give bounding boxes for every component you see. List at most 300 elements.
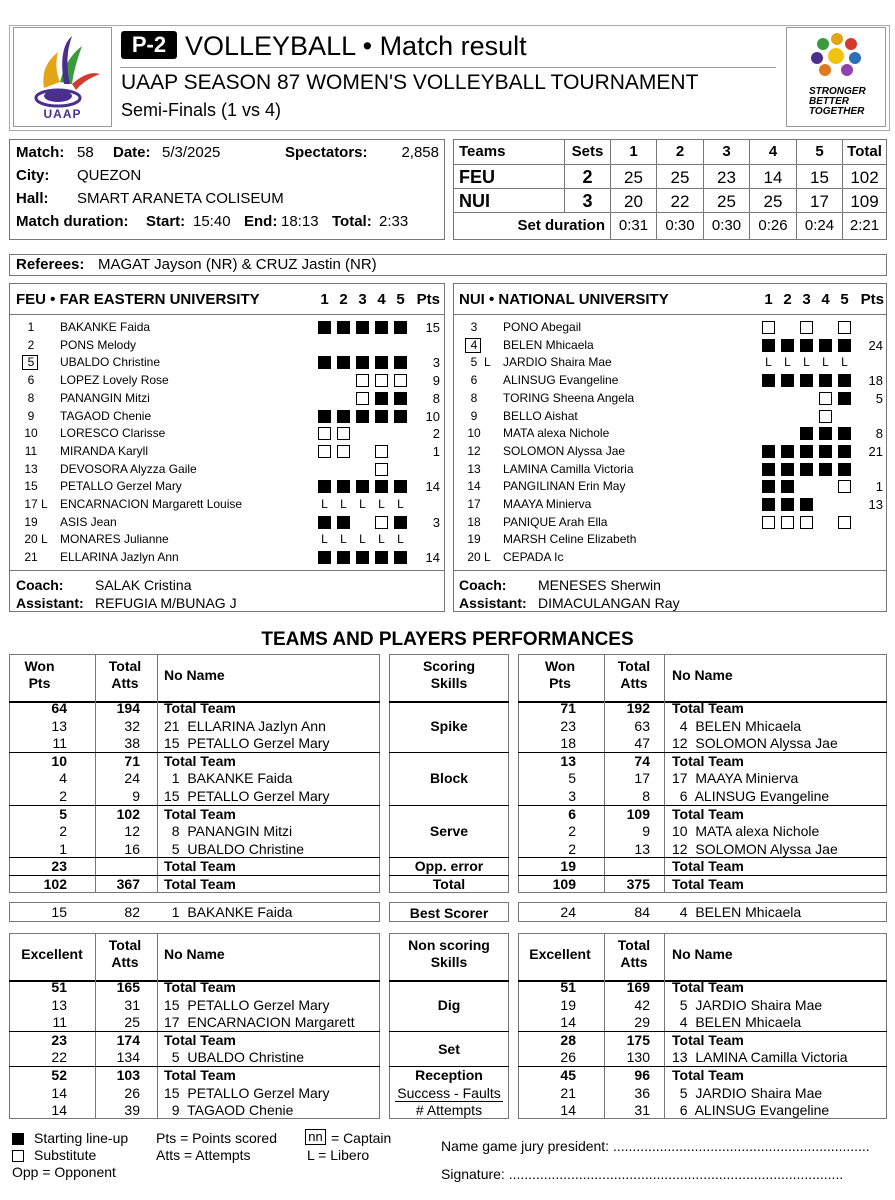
won-value: 14 (51, 1102, 67, 1119)
starting-lineup-marker (838, 339, 851, 352)
starting-lineup-marker (781, 498, 794, 511)
player-name: UBALDO Christine (60, 355, 161, 370)
won-value: 52 (51, 1067, 67, 1083)
score-cell: 15 (810, 168, 829, 187)
legend-points: Pts = Points scored (156, 1130, 278, 1146)
feu-team-title: FEU • FAR EASTERN UNIVERSITY (16, 291, 260, 308)
total-value: 169 (626, 979, 650, 995)
libero-marker: L (321, 497, 328, 511)
total-value: 29 (634, 1014, 650, 1031)
player-name: PONS Melody (60, 337, 137, 352)
player-number: 6 (27, 373, 35, 388)
player-entry: 4 BELEN Mhicaela (672, 904, 802, 920)
starting-lineup-marker (762, 463, 775, 476)
uaap-logo (13, 27, 112, 127)
won-value: 28 (560, 1031, 576, 1048)
player-number: 11 (24, 443, 38, 458)
end-label: End: (244, 213, 278, 230)
player-name: JARDIO Shaira Mae (503, 355, 612, 370)
player-number: 8 (470, 390, 478, 405)
set-column-header: 2 (339, 291, 348, 308)
team-total-label: Total Team (164, 752, 236, 769)
libero-marker: L (784, 355, 791, 370)
player-points: 9 (432, 373, 440, 389)
column-header: Total (108, 937, 142, 953)
starting-lineup-marker (781, 445, 794, 458)
column-header: Won (544, 658, 576, 674)
player-name: MIRANDA Karyll (60, 443, 149, 458)
won-value: 11 (52, 735, 67, 752)
column-header: Excellent (529, 946, 591, 962)
won-value: 109 (552, 876, 576, 892)
libero-flag: L (484, 355, 491, 370)
player-name: PANIQUE Arah Ella (503, 514, 608, 529)
uaap-logo-text: UAAP (43, 107, 82, 121)
won-value: 14 (560, 1014, 576, 1031)
points-column-header: Pts (860, 291, 884, 308)
won-value: 23 (51, 1031, 67, 1048)
starting-lineup-marker (318, 516, 331, 529)
player-name: MATA alexa Nichole (503, 426, 610, 441)
won-value: 45 (560, 1067, 576, 1083)
starting-lineup-marker (318, 551, 331, 564)
won-value: 24 (560, 904, 576, 920)
score-header: Sets (571, 143, 604, 160)
player-number: 2 (27, 337, 35, 352)
column-header: No Name (164, 946, 225, 962)
column-header: Won (24, 658, 55, 674)
won-value: 1 (59, 840, 67, 857)
player-name: BELEN Mhicaela (503, 337, 594, 352)
won-value: 5 (59, 805, 67, 822)
player-points: 10 (425, 408, 440, 424)
set-column-header: 4 (377, 291, 386, 308)
score-cell: 109 (850, 192, 879, 211)
player-name: SOLOMON Alyssa Jae (503, 443, 626, 458)
substitute-marker (819, 392, 832, 405)
starting-lineup-marker (800, 339, 813, 352)
starting-lineup-marker (375, 551, 388, 564)
won-value: 71 (560, 700, 576, 716)
player-entry: 1 BAKANKE Faida (164, 770, 293, 787)
start-time: 15:40 (193, 213, 231, 230)
legend-captain: = Captain (331, 1130, 392, 1146)
total-value: 24 (124, 770, 140, 787)
libero-marker: L (359, 497, 366, 511)
score-cell: 20 (624, 192, 643, 211)
player-number: 18 (467, 514, 481, 529)
set-column-header: 5 (840, 291, 849, 308)
won-value: 102 (43, 876, 67, 892)
player-number: 10 (467, 426, 481, 441)
won-value: 22 (51, 1049, 67, 1066)
player-entry: 17 ENCARNACION Margarett (164, 1014, 355, 1031)
total-value: 71 (124, 752, 140, 769)
starting-lineup-marker (781, 480, 794, 493)
nui-coach: MENESES Sherwin (538, 577, 661, 593)
total-value: 82 (124, 904, 140, 920)
set-duration: 2:21 (849, 217, 880, 234)
skill-header: Skills (430, 675, 468, 691)
player-number: 10 (24, 426, 38, 441)
stronger-logo (786, 27, 886, 127)
starting-lineup-marker (375, 410, 388, 423)
player-name: TORING Sheena Angela (503, 390, 635, 405)
won-value: 2 (568, 840, 576, 857)
spectators-label: Spectators: (285, 144, 368, 161)
starting-lineup-marker (394, 356, 407, 369)
player-entry: 15 PETALLO Gerzel Mary (164, 1084, 330, 1101)
total-value: 42 (634, 996, 650, 1013)
set-duration: 0:26 (758, 217, 788, 234)
feu-coach: SALAK Cristina (95, 577, 192, 593)
skill-header: Scoring (422, 658, 476, 674)
player-points: 13 (868, 497, 883, 512)
player-name: BELLO Aishat (503, 408, 578, 423)
player-entry: 4 BELEN Mhicaela (672, 717, 802, 734)
round-name: Semi-Finals (1 vs 4) (121, 100, 282, 120)
referees-label: Referees: (16, 256, 85, 273)
total-value: 38 (124, 735, 140, 752)
skill-label: Best Scorer (409, 905, 489, 921)
player-entry: 4 BELEN Mhicaela (672, 1014, 802, 1031)
column-header: Total (617, 658, 651, 674)
column-header: Total (108, 658, 142, 674)
player-name: PONO Abegail (503, 320, 582, 334)
player-entry: 17 MAAYA Minierva (672, 770, 799, 787)
set-duration-label: Set duration (517, 217, 605, 234)
column-header: Pts (549, 675, 571, 691)
libero-flag: L (484, 550, 491, 565)
starting-lineup-marker (318, 356, 331, 369)
total-value: 9 (642, 823, 650, 840)
date-label: Date: (113, 144, 151, 161)
starting-lineup-marker (394, 321, 407, 334)
jury-president-line: Name game jury president: .................................................................. (441, 1138, 870, 1154)
set-duration: 0:30 (711, 217, 742, 234)
player-entry: 1 BAKANKE Faida (164, 904, 293, 920)
starting-lineup-marker (375, 321, 388, 334)
won-value: 2 (568, 823, 576, 840)
starting-lineup-marker (356, 410, 369, 423)
substitute-icon (12, 1150, 24, 1162)
won-value: 13 (51, 717, 67, 734)
total-value: 192 (626, 700, 650, 716)
referees-names: MAGAT Jayson (NR) & CRUZ Jastin (NR) (98, 256, 377, 273)
starting-lineup-marker (819, 374, 832, 387)
points-column-header: Pts (416, 291, 440, 308)
player-number: 20 (467, 550, 481, 565)
substitute-marker (318, 427, 331, 440)
team-total-label: Total Team (672, 979, 744, 995)
player-entry: 8 PANANGIN Mitzi (164, 823, 293, 840)
set-column-header: 4 (821, 291, 830, 308)
starting-lineup-marker (838, 374, 851, 387)
starting-lineup-marker (800, 445, 813, 458)
total-value: 175 (626, 1031, 650, 1048)
skill-sublabel: Success - Faults (397, 1084, 501, 1101)
total-value: 31 (124, 996, 140, 1013)
starting-lineup-marker (318, 410, 331, 423)
player-name: CEPADA Ic (503, 550, 564, 565)
team-total-label: Total Team (672, 805, 744, 822)
won-value: 13 (51, 996, 67, 1013)
player-name: LORESCO Clarisse (60, 426, 166, 441)
libero-marker: L (822, 355, 829, 370)
team-total-label: Total Team (164, 1031, 236, 1048)
city-label: City: (16, 167, 50, 184)
substitute-marker (800, 321, 813, 334)
starting-lineup-marker (375, 356, 388, 369)
report-badge-label: P-2 (131, 32, 167, 57)
substitute-marker (318, 445, 331, 458)
legend-captain-box: nn (308, 1129, 323, 1144)
won-value: 18 (560, 735, 576, 752)
start-label: Start: (146, 213, 186, 230)
team-code: FEU (459, 167, 495, 187)
score-cell: 22 (670, 192, 690, 211)
score-header: 2 (675, 143, 685, 160)
total-value: 194 (116, 700, 140, 716)
player-number: 5 (27, 355, 35, 370)
player-name: TAGAOD Chenie (60, 408, 152, 423)
won-value: 14 (51, 1084, 67, 1101)
legend-starting: Starting line-up (34, 1130, 129, 1146)
total-value: 25 (124, 1014, 140, 1031)
won-value: 23 (560, 717, 576, 734)
score-header: 5 (815, 143, 824, 160)
libero-marker: L (378, 497, 385, 511)
player-points: 3 (432, 514, 440, 530)
set-duration: 0:24 (804, 217, 835, 234)
player-number: 9 (27, 408, 35, 423)
libero-marker: L (321, 532, 328, 547)
player-number: 5 (470, 355, 478, 370)
won-value: 15 (51, 904, 67, 920)
player-entry: 5 JARDIO Shaira Mae (672, 996, 823, 1013)
won-value: 2 (59, 788, 67, 804)
player-name: LOPEZ Lovely Rose (60, 373, 169, 388)
player-points: 15 (425, 320, 440, 335)
player-points: 3 (432, 355, 440, 371)
substitute-marker (838, 516, 851, 529)
player-number: 9 (470, 408, 478, 423)
total-value: 17 (634, 770, 650, 787)
starting-lineup-marker (356, 480, 369, 493)
total-value: 102 (116, 805, 140, 822)
player-entry: 9 TAGAOD Chenie (164, 1102, 294, 1119)
player-points: 14 (425, 479, 440, 495)
total-value: 367 (116, 876, 140, 892)
player-entry: 15 PETALLO Gerzel Mary (164, 996, 330, 1013)
won-value: 10 (51, 752, 67, 769)
team-code: NUI (459, 191, 490, 211)
title-divider (120, 67, 776, 68)
total-value: 84 (634, 904, 650, 920)
score-header: 3 (722, 143, 731, 160)
total-value: 130 (626, 1049, 650, 1066)
player-name: ELLARINA Jazlyn Ann (60, 550, 179, 565)
substitute-marker (762, 516, 775, 529)
end-time: 18:13 (281, 213, 319, 230)
column-header: Atts (620, 675, 648, 691)
total-value: 96 (634, 1067, 650, 1083)
player-points: 1 (432, 443, 440, 459)
skill-label: Set (438, 1040, 460, 1057)
won-value: 6 (568, 805, 576, 822)
substitute-marker (356, 374, 369, 387)
score-header: 4 (768, 143, 778, 160)
starting-lineup-marker (394, 410, 407, 423)
starting-lineup-marker (394, 480, 407, 493)
total-duration: 2:33 (379, 213, 409, 230)
starting-lineup-marker (762, 480, 775, 493)
player-number: 8 (27, 390, 35, 405)
starting-lineup-marker (800, 374, 813, 387)
starting-lineup-marker (819, 445, 832, 458)
player-number: 19 (24, 514, 38, 529)
player-name: MAAYA Minierva (503, 497, 592, 511)
player-number: 12 (467, 443, 481, 458)
substitute-marker (337, 427, 350, 440)
starting-lineup-marker (318, 321, 331, 334)
starting-lineup-marker (356, 321, 369, 334)
won-value: 64 (51, 700, 67, 716)
player-entry: 5 UBALDO Christine (164, 840, 305, 857)
player-name: PANGILINAN Erin May (503, 479, 626, 494)
starting-lineup-marker (800, 463, 813, 476)
player-name: ALINSUG Evangeline (503, 373, 619, 388)
libero-marker: L (378, 532, 385, 547)
player-name: BAKANKE Faida (60, 320, 151, 334)
libero-marker: L (397, 532, 404, 547)
starting-lineup-marker (819, 339, 832, 352)
substitute-marker (375, 445, 388, 458)
set-column-header: 3 (802, 291, 811, 308)
starting-lineup-marker (819, 463, 832, 476)
won-value: 51 (51, 979, 67, 995)
substitute-marker (375, 516, 388, 529)
set-column-header: 1 (764, 291, 773, 308)
team-total-label: Total Team (164, 700, 236, 716)
stronger-logo-line3: TOGETHER (809, 106, 865, 117)
feu-assistant: REFUGIA M/BUNAG J (95, 595, 237, 611)
starting-lineup-marker (337, 321, 350, 334)
starting-lineup-marker (318, 480, 331, 493)
nui-coach-label: Coach: (459, 577, 507, 593)
starting-lineup-marker (394, 516, 407, 529)
score-cell: 17 (810, 192, 829, 211)
column-header: No Name (672, 667, 733, 683)
starting-lineup-marker (762, 374, 775, 387)
total-value: 134 (116, 1049, 140, 1066)
match-label: Match: (16, 144, 65, 161)
libero-flag: L (41, 497, 48, 511)
score-header: Teams (459, 143, 506, 160)
team-total-label: Total Team (672, 752, 744, 769)
substitute-marker (762, 321, 775, 334)
substitute-marker (838, 321, 851, 334)
total-value: 31 (634, 1102, 650, 1119)
score-cell: 102 (850, 168, 879, 187)
starting-lineup-marker (356, 356, 369, 369)
total-value: 39 (124, 1102, 140, 1119)
score-cell: 25 (670, 168, 690, 187)
team-total-label: Total Team (164, 979, 236, 995)
spectators-count: 2,858 (401, 144, 439, 161)
signature-line: Signature: ...................................................................................... (441, 1166, 844, 1182)
player-entry: 5 UBALDO Christine (164, 1049, 305, 1066)
score-header: 1 (629, 143, 638, 160)
skill-label: Dig (437, 996, 461, 1013)
team-total-label: Total Team (164, 876, 236, 892)
match-number: 58 (77, 144, 94, 161)
starting-lineup-marker (337, 516, 350, 529)
total-value: 375 (626, 876, 650, 892)
starting-lineup-marker (838, 445, 851, 458)
starting-lineup-icon (12, 1133, 24, 1145)
starting-lineup-marker (337, 480, 350, 493)
starting-lineup-marker (800, 427, 813, 440)
team-total-label: Total Team (672, 858, 744, 875)
city: QUEZON (77, 167, 142, 184)
skill-label: Total (432, 876, 466, 892)
starting-lineup-marker (838, 427, 851, 440)
player-number: 13 (467, 461, 481, 476)
column-header: Atts (111, 954, 139, 970)
player-name: DEVOSORA Alyzza Gaile (60, 461, 197, 476)
starting-lineup-marker (375, 392, 388, 405)
substitute-marker (394, 374, 407, 387)
skill-label: Opp. error (414, 858, 484, 875)
total-value: 9 (132, 788, 140, 804)
starting-lineup-marker (337, 410, 350, 423)
total-value: 174 (116, 1031, 140, 1048)
player-number: 4 (470, 337, 478, 352)
team-total-label: Total Team (672, 1031, 744, 1048)
total-value: 36 (634, 1084, 650, 1101)
total-value: 165 (116, 979, 140, 995)
player-entry: 13 LAMINA Camilla Victoria (672, 1049, 848, 1066)
skill-label: Serve (429, 823, 469, 840)
total-value: 12 (124, 823, 140, 840)
player-name: PETALLO Gerzel Mary (60, 479, 182, 494)
total-value: 47 (634, 735, 650, 752)
nui-assistant-label: Assistant: (459, 595, 527, 611)
starting-lineup-marker (337, 551, 350, 564)
won-value: 19 (560, 858, 576, 875)
starting-lineup-marker (394, 551, 407, 564)
player-points: 24 (868, 337, 883, 353)
page-title: VOLLEYBALL • Match result (185, 31, 527, 61)
player-number: 1 (27, 320, 35, 334)
score-cell: 25 (717, 192, 736, 211)
player-points: 14 (425, 550, 440, 566)
skill-header: Skills (430, 954, 468, 970)
skill-label: Spike (430, 717, 468, 734)
won-value: 21 (560, 1084, 576, 1101)
player-number: 21 (24, 550, 38, 565)
player-number: 3 (470, 320, 478, 334)
won-value: 26 (560, 1049, 576, 1066)
starting-lineup-marker (356, 551, 369, 564)
column-header: Atts (620, 954, 648, 970)
stronger-logo-line2: BETTER (809, 96, 849, 107)
libero-marker: L (765, 355, 772, 370)
player-entry: 6 ALINSUG Evangeline (672, 1102, 830, 1119)
player-number: 14 (467, 479, 481, 494)
score-cell: 2 (582, 167, 593, 187)
